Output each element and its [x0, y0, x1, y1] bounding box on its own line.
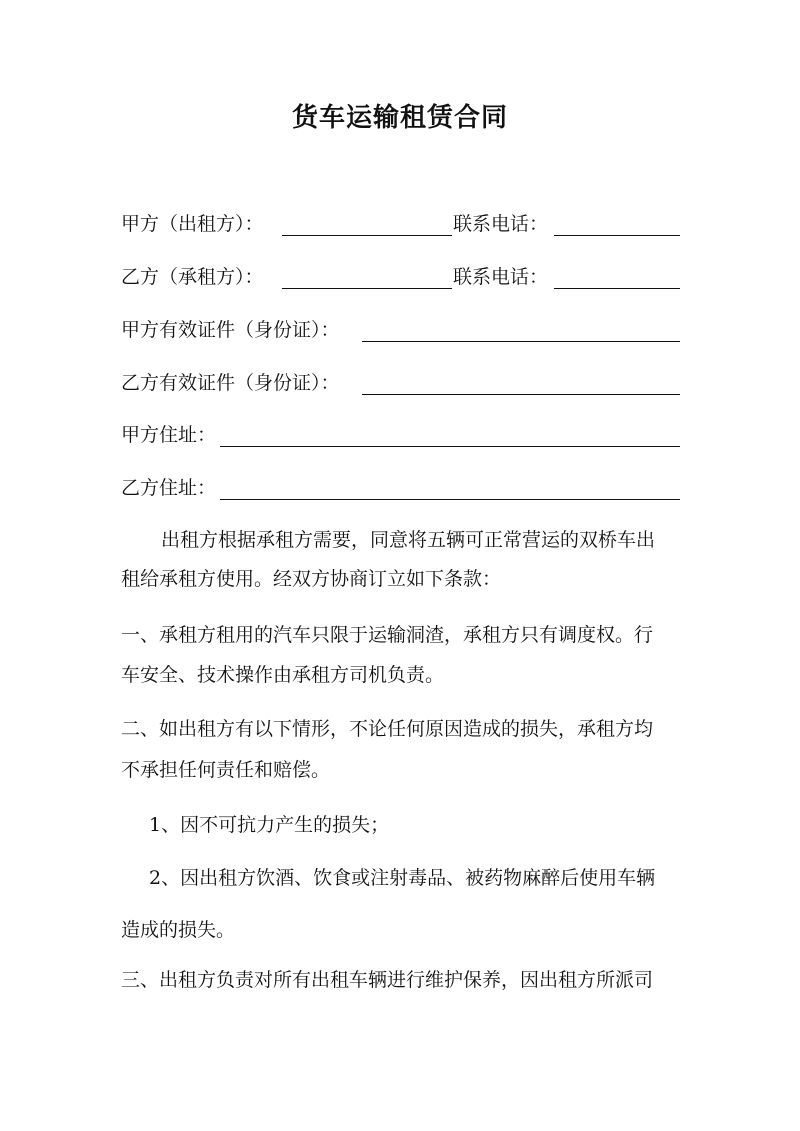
clause-2-line-1: 二、如出租方有以下情形，不论任何原因造成的损失，承租方均 — [121, 718, 654, 740]
sub-item-2-line-1: 2、因出租方饮酒、饮食或注射毒品、被药物麻醉后使用车辆 — [149, 867, 656, 889]
intro-line-2: 租给承租方使用。经双方协商订立如下条款： — [121, 568, 502, 590]
party-a-id-label: 甲方有效证件（身份证）： — [121, 319, 340, 341]
clause-1-line-2: 车安全、技术操作由承租方司机负责。 — [121, 664, 445, 686]
party-a-name-blank[interactable] — [282, 211, 452, 236]
party-b-name-blank[interactable] — [282, 264, 452, 289]
party-b-address-blank[interactable] — [220, 475, 680, 500]
clause-1-line-1: 一、承租方租用的汽车只限于运输洞渣，承租方只有调度权。行 — [121, 624, 654, 646]
document-title: 货车运输租赁合同 — [291, 103, 508, 133]
party-a-phone-blank[interactable] — [554, 211, 680, 236]
sub-item-1: 1、因不可抗力产生的损失； — [149, 814, 390, 836]
sub-item-2-line-2: 造成的损失。 — [121, 919, 236, 941]
party-b-address-label: 乙方住址： — [121, 477, 217, 499]
party-b-phone-blank[interactable] — [554, 264, 680, 289]
party-b-phone-label: 联系电话： — [453, 266, 549, 288]
party-a-label: 甲方（出租方）： — [121, 213, 264, 235]
party-b-id-label: 乙方有效证件（身份证）： — [121, 372, 340, 394]
party-b-label: 乙方（承租方）： — [121, 266, 264, 288]
intro-line-1: 出租方根据承租方需要，同意将五辆可正常营运的双桥车出 — [161, 529, 656, 551]
party-a-address-blank[interactable] — [220, 422, 680, 447]
party-a-address-label: 甲方住址： — [121, 424, 217, 446]
party-b-id-blank[interactable] — [362, 370, 680, 395]
clause-3-line-1: 三、出租方负责对所有出租车辆进行维护保养，因出租方所派司 — [121, 969, 654, 991]
party-a-phone-label: 联系电话： — [453, 213, 549, 235]
clause-2-line-2: 不承担任何责任和赔偿。 — [121, 759, 331, 781]
party-a-id-blank[interactable] — [362, 317, 680, 342]
